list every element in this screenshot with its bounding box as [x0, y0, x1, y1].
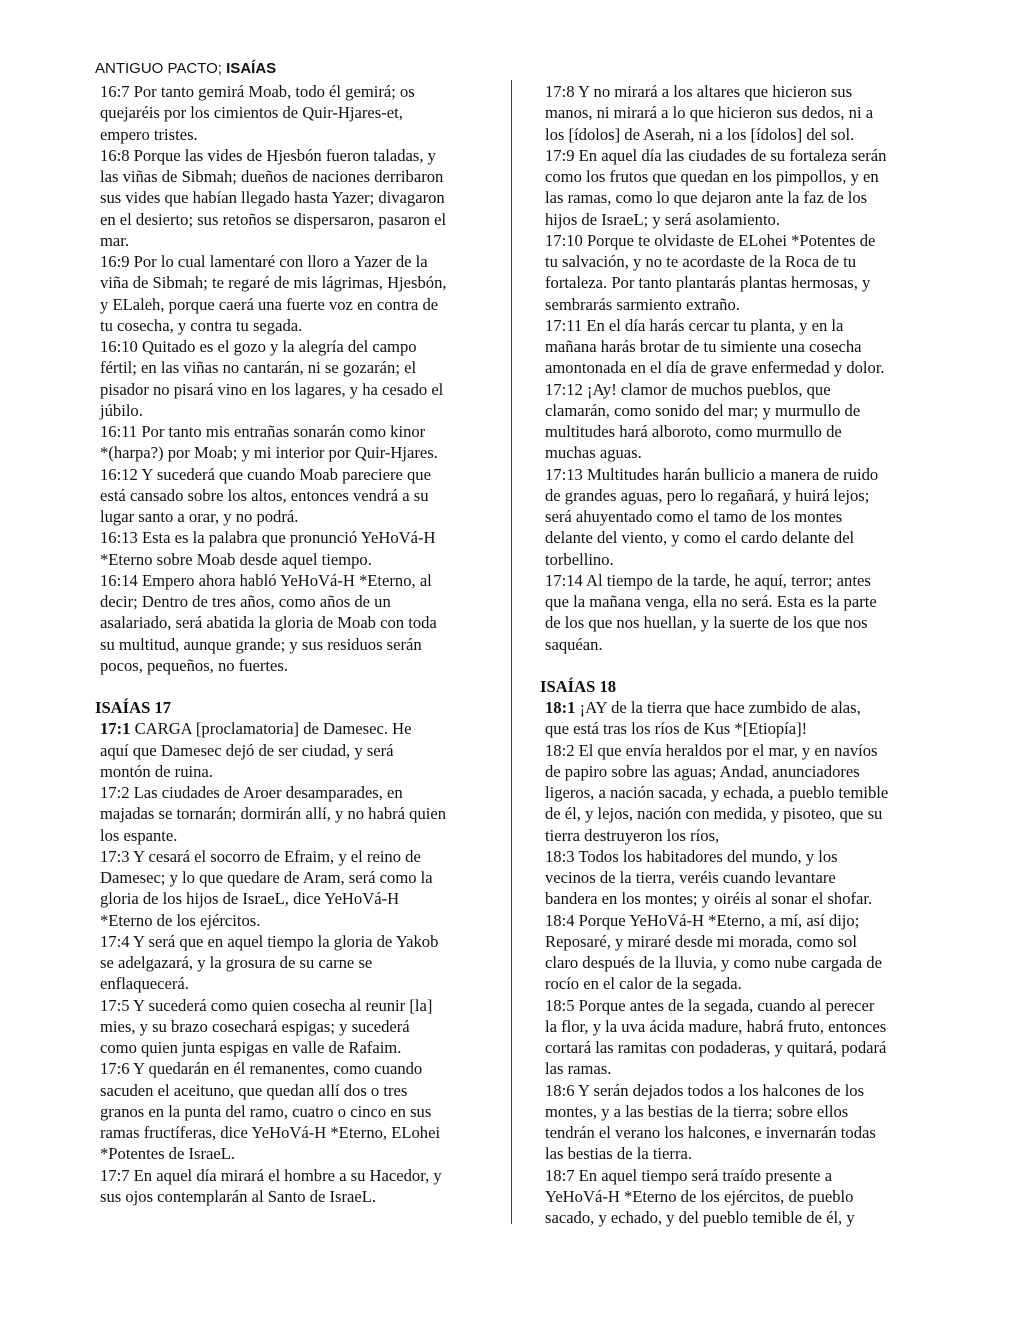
verse-line: 16:13 Esta es la palabra que pronunció YeHoVá-H	[100, 528, 436, 548]
verse-line: en el desierto; sus retoños se dispersaron, pasaron el	[100, 209, 447, 229]
verse	[540, 846, 930, 910]
running-header	[95, 58, 276, 79]
verse-line: tu cosecha, y contra tu segada.	[100, 315, 303, 335]
verse	[95, 782, 490, 846]
verse-line: ramas fructíferas, dice YeHoVá-H *Eterno, ELohei	[100, 1123, 441, 1142]
verse	[95, 1058, 490, 1164]
verse-line: fértil; en las viñas no cantarán, ni se gozarán; el	[100, 358, 417, 378]
verse	[95, 336, 490, 421]
verse-line: 17:8 Y no mirará a los altares que hicieron sus	[545, 82, 853, 101]
verse-line: muchas aguas.	[545, 443, 642, 463]
verse-line: 17:6 Y quedarán en él remanentes, como cuando	[100, 1059, 423, 1079]
verse-line: *Eterno de los ejércitos.	[100, 910, 261, 930]
header-book: ISAÍAS	[226, 60, 277, 77]
verse-line: 17:10 Porque te olvidaste de ELohei *Potentes de	[545, 230, 876, 250]
verse-line: que la mañana venga, ella no será. Esta es la parte	[545, 592, 877, 611]
verse	[540, 740, 930, 846]
verse-line: claro después de la lluvia, y como nube cargada de	[545, 953, 882, 972]
verse-line: 17:14 Al tiempo de la tarde, he aquí, terror; antes	[545, 570, 871, 590]
verse-line: 16:14 Empero ahora habló YeHoVá-H *Eterno, al	[100, 570, 432, 590]
verse-line: los espante.	[100, 825, 178, 845]
chapter-heading: ISAÍAS 18	[540, 676, 617, 696]
verse-line: *Potentes de IsraeL.	[100, 1144, 236, 1164]
verse-line: se adelgazará, y la grosura de su carne se	[100, 953, 373, 972]
verse	[95, 145, 490, 251]
verse	[95, 570, 490, 676]
verse-line: hijos de IsraeL; y será asolamiento.	[545, 209, 781, 229]
verse-line: gloria de los hijos de IsraeL, dice YeHoVá-H	[100, 889, 400, 909]
verse-line: quejaréis por los cimientos de Quir-Hjares-et,	[100, 103, 403, 123]
verse-line: torbellino.	[545, 549, 614, 569]
verse	[540, 570, 930, 655]
left-column	[95, 81, 490, 1207]
verse	[540, 464, 930, 570]
verse-line: 17:2 Las ciudades de Aroer desamparades, en	[100, 783, 403, 802]
verse-line: mies, y su brazo cosechará espigas; y sucederá	[100, 1016, 410, 1036]
verse-line: 16:11 Por tanto mis entrañas sonarán como kinor	[100, 422, 426, 441]
verse-line: granos en la punta del ramo, cuatro o cinco en sus	[100, 1101, 432, 1121]
verse-line: como los frutos que quedan en los pimpollos, y en	[545, 167, 879, 186]
verse	[540, 910, 930, 995]
verse-line: cortará las ramitas con podaderas, y quitará, podará	[545, 1038, 887, 1057]
verse-line: Reposaré, y miraré desde mi morada, como sol	[545, 931, 857, 951]
verse-line: viña de Sibmah; te regaré de mis lágrimas, Hjesbón,	[100, 273, 447, 293]
verse-line: Damesec; y lo que quedare de Aram, será como la	[100, 868, 433, 887]
verse-line: 16:12 Y sucederá que cuando Moab pareciere que	[100, 464, 431, 484]
verse	[540, 697, 930, 740]
verse-line: multitudes hará alboroto, como murmullo de	[545, 422, 842, 441]
verse	[95, 464, 490, 528]
verse-line: pocos, pequeños, no fuertes.	[100, 655, 289, 675]
verse	[540, 145, 930, 230]
verse-line: 17:4 Y será que en aquel tiempo la gloria de Yakob	[100, 931, 439, 951]
chapter-heading: ISAÍAS 17	[95, 698, 172, 717]
verse-line: ligeros, a nación sacada, y echada, a pueblo temible	[545, 783, 889, 802]
verse-line: aquí que Damesec dejó de ser ciudad, y será	[100, 740, 394, 760]
verse	[540, 230, 930, 315]
verse	[95, 81, 490, 145]
verse-line: majadas se tornarán; dormirán allí, y no habrá quien	[100, 804, 447, 824]
verse-line: de papiro sobre las aguas; Andad, anunciadores	[545, 761, 860, 781]
verse-number: 17:1	[100, 719, 131, 739]
verse	[95, 931, 490, 995]
verse-line: 16:7 Por tanto gemirá Moab, todo él gemirá; os	[100, 82, 415, 101]
verse-line: júbilo.	[100, 400, 143, 420]
verse	[95, 995, 490, 1059]
verse-line: decir; Dentro de tres años, como años de un	[100, 592, 391, 611]
verse-line: 17:12 ¡Ay! clamor de muchos pueblos, que	[545, 379, 831, 399]
verse-line: 17:7 En aquel día mirará el hombre a su Hacedor, y	[100, 1165, 442, 1185]
section-gap	[540, 655, 930, 676]
verse-line: sacado, y echado, y del pueblo temible de él, y	[545, 1208, 855, 1227]
verse-line: lugar santo a orar, y no podrá.	[100, 507, 299, 526]
verse-line: de él, y lejos, nación con medida, y pisoteo, que su	[545, 804, 883, 824]
verse-line: bandera en los montes; y oiréis al sonar el shofar.	[545, 889, 873, 909]
verse-number: 18:1	[545, 698, 576, 717]
verse-line: y ELaleh, porque caerá una fuerte voz en contra de	[100, 294, 439, 314]
verse-line: 17:3 Y cesará el socorro de Efraim, y el reino de	[100, 846, 421, 866]
verse-line: 18:6 Y serán dejados todos a los halcones de los	[545, 1080, 865, 1100]
verse-line: 17:9 En aquel día las ciudades de su fortaleza serán	[545, 145, 887, 165]
right-column	[540, 81, 930, 1228]
verse-line: mar.	[100, 230, 130, 250]
verse-line: su multitud, aunque grande; y sus residuos serán	[100, 634, 422, 654]
verse	[95, 846, 490, 931]
verse-line: asalariado, será abatida la gloria de Moab con toda	[100, 613, 437, 633]
verse-text: CARGA [proclamatoria] de Damesec. He	[130, 719, 412, 739]
verse-line: las bestias de la tierra.	[545, 1144, 692, 1164]
verse-line: vecinos de la tierra, veréis cuando levantare	[545, 868, 836, 887]
verse-line: amontonada en el día de grave enfermedad y dolor.	[545, 358, 885, 378]
verse-line: tierra destruyeron los ríos,	[545, 825, 720, 845]
verse-line: rocío en el calor de la segada.	[545, 974, 742, 994]
verse-line: montón de ruina.	[100, 761, 213, 781]
column-divider	[511, 80, 512, 1224]
header-prefix: ANTIGUO PACTO;	[95, 60, 227, 77]
verse-line: 18:7 En aquel tiempo será traído presente a	[545, 1165, 833, 1185]
verse-line: 17:11 En el día harás cercar tu planta, y en la	[545, 315, 844, 335]
verse-line: saquéan.	[545, 634, 603, 654]
verse-line: sacuden el aceituno, que quedan allí dos o tres	[100, 1080, 408, 1100]
verse-line: los [ídolos] de Aserah, ni a los [ídolos] del sol.	[545, 124, 855, 144]
verse-line: delante del viento, y como el cardo delante del	[545, 528, 855, 548]
verse-line: 18:5 Porque antes de la segada, cuando al perecer	[545, 995, 875, 1015]
verse-line: 17:13 Multitudes harán bullicio a manera de ruido	[545, 464, 879, 484]
verse-line: como quien junta espigas en valle de Rafaim.	[100, 1038, 402, 1057]
verse-line: las ramas, como lo que dejaron ante la faz de los	[545, 188, 868, 208]
verse-line: 18:4 Porque YeHoVá-H *Eterno, a mí, así dijo;	[545, 910, 860, 930]
verse	[95, 421, 490, 464]
verse-line: fortaleza. Por tanto plantarás plantas hermosas, y	[545, 273, 871, 293]
verse-line: será ahuyentado como el tamo de los montes	[545, 507, 843, 526]
verse-line: *Eterno sobre Moab desde aquel tiempo.	[100, 549, 372, 569]
verse-line: 18:2 El que envía heraldos por el mar, y en navíos	[545, 740, 878, 760]
verse	[95, 251, 490, 336]
verse	[540, 995, 930, 1080]
verse-line: de grandes aguas, pero lo regañará, y huirá lejos;	[545, 485, 870, 505]
verse-line: *(harpa?) por Moab; y mi interior por Quir-Hjares.	[100, 443, 438, 463]
verse	[540, 1080, 930, 1165]
verse	[95, 1165, 490, 1208]
verse	[95, 527, 490, 570]
verse-line: que está tras los ríos de Kus *[Etiopía]!	[545, 719, 808, 739]
verse-line: sus vides que habían llegado hasta Yazer; divagaron	[100, 188, 445, 208]
verse-line: manos, ni mirará a lo que hicieron sus dedos, ni a	[545, 103, 874, 123]
verse	[95, 718, 490, 782]
verse-line: las viñas de Sibmah; dueños de naciones derribaron	[100, 167, 444, 186]
verse-line: clamarán, como sonido del mar; y murmullo de	[545, 400, 861, 420]
verse-line: empero tristes.	[100, 124, 198, 144]
verse-line: sus ojos contemplarán al Santo de IsraeL.	[100, 1186, 377, 1206]
verse-line: 16:8 Porque las vides de Hjesbón fueron taladas, y	[100, 145, 436, 165]
verse-line: enflaquecerá.	[100, 974, 189, 994]
verse-line: 17:5 Y sucederá como quien cosecha al reunir [la]	[100, 995, 433, 1015]
verse-line: 16:9 Por lo cual lamentaré con lloro a Yazer de la	[100, 252, 428, 271]
verse-line: YeHoVá-H *Eterno de los ejércitos, de pueblo	[545, 1186, 854, 1206]
verse-line	[545, 697, 930, 718]
verse-line: tendrán el verano los halcones, e invernarán todas	[545, 1123, 876, 1142]
verse-line: tu salvación, y no te acordaste de la Roca de tu	[545, 252, 857, 271]
verse-text: ¡AY de la tierra que hace zumbido de alas,	[575, 698, 861, 717]
verse-line: montes, y a las bestias de la tierra; sobre ellos	[545, 1101, 849, 1121]
verse-line: está cansado sobre los altos, entonces vendrá a su	[100, 485, 429, 505]
verse	[540, 315, 930, 379]
verse-line: sembrarás sarmiento extraño.	[545, 294, 740, 314]
verse-line: la flor, y la uva ácida madure, habrá fruto, entonces	[545, 1016, 887, 1036]
section-gap	[95, 676, 490, 697]
verse-line: mañana harás brotar de tu simiente una cosecha	[545, 337, 862, 356]
verse-line: 18:3 Todos los habitadores del mundo, y los	[545, 846, 838, 866]
verse-line: pisador no pisará vino en los lagares, y ha cesado el	[100, 379, 444, 399]
verse	[540, 1165, 930, 1229]
verse-line	[100, 718, 490, 739]
verse-line: las ramas.	[545, 1059, 612, 1079]
verse-line: 16:10 Quitado es el gozo y la alegría del campo	[100, 337, 417, 356]
verse	[540, 379, 930, 464]
verse-line: de los que nos huellan, y la suerte de los que nos	[545, 613, 868, 633]
verse	[540, 81, 930, 145]
